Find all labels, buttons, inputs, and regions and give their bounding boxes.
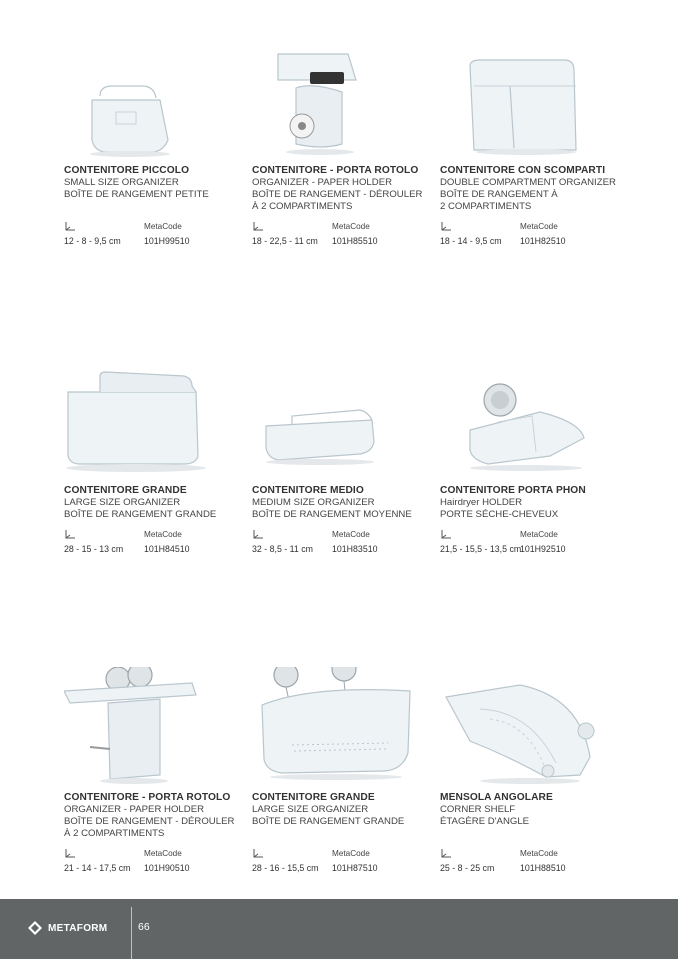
dimensions-icon xyxy=(252,222,264,232)
product-code: 101H87510 xyxy=(332,863,378,873)
product-subtitle: PORTE SÉCHE-CHEVEUX xyxy=(440,509,559,521)
product-subtitle: ÉTAGÈRE D'ANGLE xyxy=(440,816,530,828)
large-organizer-image xyxy=(64,360,246,480)
dimensions: 28 - 16 - 15,5 cm xyxy=(252,863,319,873)
dimensions-icon xyxy=(440,222,452,232)
product-title: CONTENITORE - PORTA ROTOLO xyxy=(252,165,419,176)
suction-paper-holder-image xyxy=(64,667,246,787)
product-code: 101H99510 xyxy=(144,236,190,246)
double-compartment-organizer-image xyxy=(440,40,622,160)
brand-name: METAFORM xyxy=(48,922,108,934)
product-code: 101H84510 xyxy=(144,544,190,554)
product-subtitle: À 2 COMPARTIMENTS xyxy=(252,201,353,213)
metacode-label: MetaCode xyxy=(144,222,182,231)
dimensions: 21 - 14 - 17,5 cm xyxy=(64,863,131,873)
metacode-label: MetaCode xyxy=(520,222,558,231)
product-title: CONTENITORE - PORTA ROTOLO xyxy=(64,792,231,803)
product-subtitle: BOÎTE DE RANGEMENT GRANDE xyxy=(64,509,217,521)
metacode-label: MetaCode xyxy=(332,222,370,231)
product-subtitle: LARGE SIZE ORGANIZER xyxy=(252,804,369,815)
product-subtitle: À 2 COMPARTIMENTS xyxy=(64,828,165,840)
dimensions: 18 - 14 - 9,5 cm xyxy=(440,236,502,246)
product-subtitle: BOÎTE DE RANGEMENT MOYENNE xyxy=(252,509,412,521)
metacode-label: MetaCode xyxy=(520,849,558,858)
product-title: CONTENITORE CON SCOMPARTI xyxy=(440,165,606,176)
product-subtitle: DOUBLE COMPARTMENT ORGANIZER xyxy=(440,177,616,188)
product-code: 101H83510 xyxy=(332,544,378,554)
product-code: 101H82510 xyxy=(520,236,566,246)
product-title: CONTENITORE GRANDE xyxy=(252,792,375,803)
dimensions: 28 - 15 - 13 cm xyxy=(64,544,124,554)
paper-holder-organizer-image xyxy=(252,40,434,160)
hairdryer-holder-image xyxy=(440,360,622,480)
corner-shelf-image xyxy=(440,667,622,787)
metacode-label: MetaCode xyxy=(144,530,182,539)
page-number: 66 xyxy=(138,921,150,933)
product-subtitle: BOÎTE DE RANGEMENT PETITE xyxy=(64,189,209,201)
product-title: CONTENITORE GRANDE xyxy=(64,485,187,496)
dimensions: 21,5 - 15,5 - 13,5 cm xyxy=(440,544,522,554)
product-code: 101H92510 xyxy=(520,544,566,554)
dimensions-icon xyxy=(440,849,452,859)
product-subtitle: ORGANIZER - PAPER HOLDER xyxy=(252,177,393,188)
suction-large-organizer-image xyxy=(252,667,434,787)
product-subtitle: BOÎTE DE RANGEMENT - DÉROULER xyxy=(252,189,423,201)
dimensions: 18 - 22,5 - 11 cm xyxy=(252,236,318,246)
product-subtitle: BOÎTE DE RANGEMENT GRANDE xyxy=(252,816,405,828)
product-subtitle: BOÎTE DE RANGEMENT - DÉROULER xyxy=(64,816,235,828)
product-subtitle: SMALL SIZE ORGANIZER xyxy=(64,177,179,188)
dimensions-icon xyxy=(64,222,76,232)
product-subtitle: Hairdryer HOLDER xyxy=(440,497,523,508)
product-subtitle: ORGANIZER - PAPER HOLDER xyxy=(64,804,205,815)
footer-divider xyxy=(131,907,132,959)
product-subtitle: LARGE SIZE ORGANIZER xyxy=(64,497,181,508)
dimensions-icon xyxy=(440,530,452,540)
dimensions: 25 - 8 - 25 cm xyxy=(440,863,495,873)
product-title: CONTENITORE PORTA PHON xyxy=(440,485,586,496)
metacode-label: MetaCode xyxy=(144,849,182,858)
product-code: 101H90510 xyxy=(144,863,190,873)
dimensions-icon xyxy=(64,849,76,859)
dimensions-icon xyxy=(252,530,264,540)
dimensions-icon xyxy=(252,849,264,859)
dimensions-icon xyxy=(64,530,76,540)
product-subtitle: CORNER SHELF xyxy=(440,804,516,815)
product-subtitle: MEDIUM SIZE ORGANIZER xyxy=(252,497,375,508)
product-title: CONTENITORE PICCOLO xyxy=(64,165,190,176)
product-code: 101H88510 xyxy=(520,863,566,873)
product-code: 101H85510 xyxy=(332,236,378,246)
metacode-label: MetaCode xyxy=(332,849,370,858)
page-footer xyxy=(0,899,678,959)
small-organizer-image xyxy=(64,40,246,160)
product-subtitle: BOÎTE DE RANGEMENT À xyxy=(440,189,558,201)
metacode-label: MetaCode xyxy=(520,530,558,539)
dimensions: 12 - 8 - 9,5 cm xyxy=(64,236,121,246)
metacode-label: MetaCode xyxy=(332,530,370,539)
product-title: MENSOLA ANGOLARE xyxy=(440,792,553,803)
diamond-logo-icon xyxy=(28,921,42,935)
medium-organizer-image xyxy=(252,360,434,480)
dimensions: 32 - 8,5 - 11 cm xyxy=(252,544,313,554)
brand-logo xyxy=(28,920,107,936)
product-title: CONTENITORE MEDIO xyxy=(252,485,364,496)
product-subtitle: 2 COMPARTIMENTS xyxy=(440,201,532,213)
